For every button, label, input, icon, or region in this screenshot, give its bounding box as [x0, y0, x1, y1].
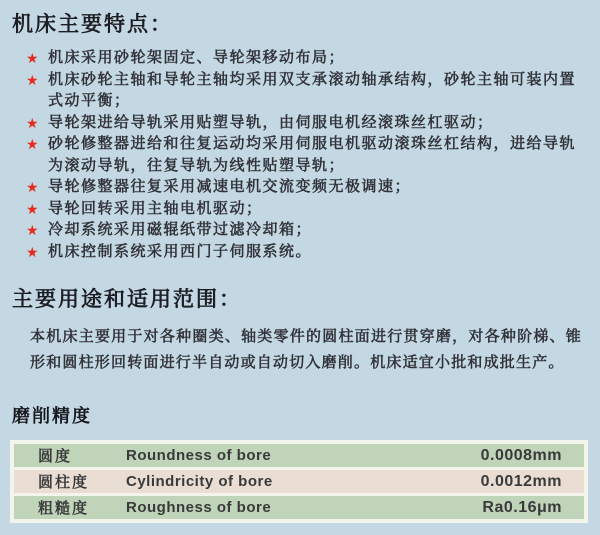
- precision-label-en: Cylindricity of bore: [126, 473, 273, 490]
- feature-list-item: [12, 133, 588, 176]
- star-bullet-icon: ★: [26, 136, 39, 152]
- precision-value: 0.0008mm: [480, 446, 562, 464]
- usage-heading: 主要用途和适用范围：: [12, 288, 242, 311]
- feature-list-item: [12, 198, 588, 220]
- precision-label-cn: 圆度: [38, 448, 73, 465]
- precision-table-row: [14, 470, 584, 493]
- feature-list-item: [12, 176, 588, 198]
- features-list: [12, 47, 588, 262]
- feature-list-item: [12, 112, 588, 134]
- star-bullet-icon: ★: [26, 50, 39, 66]
- feature-list-item: [12, 47, 588, 69]
- precision-label-en: Roundness of bore: [126, 447, 272, 464]
- feature-text: 砂轮修整器进给和往复运动均采用伺服电机驱动滚珠丝杠结构，进给导轨为滚动导轨，往复导轨为线性贴塑导轨；: [48, 135, 577, 174]
- precision-label-en: Roughness of bore: [126, 499, 272, 516]
- star-bullet-icon: ★: [26, 71, 39, 88]
- precision-label-cn: 圆柱度: [38, 474, 90, 491]
- features-heading: 机床主要特点：: [12, 13, 173, 36]
- star-bullet-icon: ★: [26, 114, 39, 131]
- feature-list-item: [12, 241, 588, 263]
- feature-text: 导轮回转采用主轴电机驱动；: [48, 199, 263, 217]
- feature-list-item: [12, 69, 588, 112]
- feature-text: 机床砂轮主轴和导轮主轴均采用双支承滚动轴承结构，砂轮主轴可装内置式动平衡；: [48, 70, 577, 109]
- feature-text: 冷却系统采用磁辊纸带过滤冷却箱；: [48, 221, 313, 238]
- feature-text: 机床控制系统采用西门子伺服系统。: [48, 242, 313, 260]
- precision-value: Ra0.16μm: [482, 498, 562, 516]
- precision-table-row: [14, 496, 584, 519]
- feature-text: 导轮修整器往复采用减速电机交流变频无极调速；: [48, 178, 412, 195]
- usage-paragraph: 本机床主要用于对各种圈类、轴类零件的圆柱面进行贯穿磨，对各种阶梯、锥形和圆柱形回转面进行半自动或自动切入磨削。机床适宜小批和成批生产。: [30, 328, 582, 371]
- precision-label-cn: 粗糙度: [38, 500, 90, 517]
- star-bullet-icon: ★: [26, 222, 39, 238]
- feature-text: 导轮架进给导轨采用贴塑导轨，由伺服电机经滚珠丝杠驱动；: [48, 113, 494, 131]
- precision-table-row: [14, 444, 584, 467]
- star-bullet-icon: ★: [26, 179, 39, 195]
- star-bullet-icon: ★: [26, 200, 39, 217]
- precision-heading: 磨削精度: [12, 406, 92, 426]
- precision-table: [10, 440, 588, 523]
- star-bullet-icon: ★: [26, 243, 39, 260]
- precision-value: 0.0012mm: [480, 472, 562, 490]
- feature-list-item: [12, 219, 588, 241]
- feature-text: 机床采用砂轮架固定、导轮架移动布局；: [48, 49, 346, 66]
